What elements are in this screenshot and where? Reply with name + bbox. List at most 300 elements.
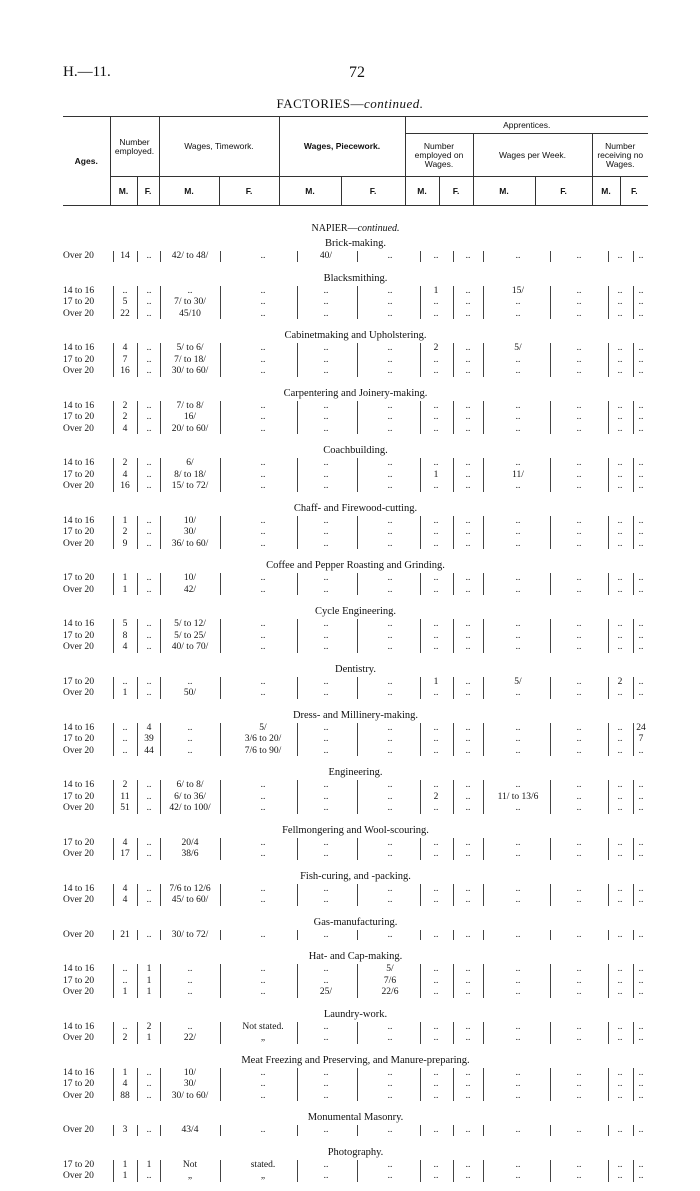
column-rule <box>137 677 138 699</box>
cell-employed-m: 11 <box>120 791 130 802</box>
cell-appr-wages-m: .. <box>515 975 521 986</box>
section-title: Coffee and Pepper Roasting and Grinding. <box>266 560 445 571</box>
cell-appr-wages-m: .. <box>515 745 521 756</box>
cell-appr-nowages-m: .. <box>617 1021 623 1032</box>
cell-piecework-m: .. <box>323 883 329 894</box>
cell-appr-nowages-m: .. <box>617 619 623 629</box>
cell-timework-f: .. <box>260 987 266 997</box>
cell-age: 14 to 16 <box>63 400 95 411</box>
cell-appr-wages-f: .. <box>576 538 582 549</box>
table-row <box>63 642 648 654</box>
cell-timework-m: 45/10 <box>179 308 201 319</box>
cell-appr-employed-m: .. <box>433 688 439 698</box>
table-row <box>63 539 648 551</box>
cell-appr-wages-m: .. <box>515 458 521 468</box>
cell-employed-m: 4 <box>122 1079 128 1089</box>
cell-appr-wages-f: .. <box>576 400 582 411</box>
column-rule <box>357 1160 358 1182</box>
column-rule <box>420 1068 421 1102</box>
cell-appr-nowages-m: .. <box>617 366 623 376</box>
cell-appr-wages-f: .. <box>576 573 582 583</box>
cell-employed-m: 17 <box>120 849 130 859</box>
header-appr-wages-week: Wages per Week. <box>473 134 592 177</box>
cell-appr-employed-f: .. <box>465 285 471 296</box>
cell-employed-m: 1 <box>122 573 128 583</box>
cell-timework-m: 5/ to 12/ <box>174 619 206 629</box>
cell-appr-employed-f: .. <box>465 1021 471 1032</box>
cell-appr-employed-f: .. <box>465 803 471 813</box>
column-rule <box>633 401 634 435</box>
cell-age: Over 20 <box>63 1090 94 1101</box>
column-rule <box>297 619 298 653</box>
cell-age: 14 to 16 <box>63 515 95 526</box>
cell-timework-m: 45/ to 60/ <box>171 895 209 905</box>
column-rule <box>220 573 221 595</box>
column-rule <box>550 884 551 906</box>
cell-appr-employed-f: .. <box>465 297 471 307</box>
cell-appr-wages-f: .. <box>576 423 582 434</box>
cell-appr-nowages-f: .. <box>638 573 644 583</box>
cell-piecework-f: .. <box>387 297 393 307</box>
column-rule <box>113 723 114 757</box>
cell-age: Over 20 <box>63 538 94 549</box>
section-title: Photography. <box>327 1146 384 1158</box>
section-title: Engineering. <box>328 767 383 778</box>
column-rule <box>608 573 609 595</box>
column-rule <box>453 401 454 435</box>
cell-employed-m: 1 <box>122 1171 128 1181</box>
cell-age: Over 20 <box>63 366 94 376</box>
cell-timework-f: .. <box>260 343 266 353</box>
section-title: Hat- and Cap-making. <box>308 951 403 962</box>
cell-timework-m: .. <box>187 964 193 974</box>
cell-employed-m: 1 <box>122 987 128 997</box>
cell-age: 17 to 20 <box>63 527 95 537</box>
cell-piecework-f: .. <box>387 780 393 790</box>
table-row <box>63 412 648 424</box>
cell-appr-employed-f: .. <box>465 722 471 733</box>
cell-piecework-m: .. <box>323 722 329 733</box>
section-title: Brick-making. <box>325 238 386 249</box>
column-rule <box>297 286 298 320</box>
section-title: Laundry-work. <box>323 1008 388 1020</box>
column-rule <box>220 343 221 377</box>
column-rule <box>420 343 421 377</box>
cell-age: Over 20 <box>63 895 94 905</box>
column-rule <box>633 516 634 550</box>
column-rule <box>453 884 454 906</box>
table-row <box>63 849 648 861</box>
column-rule <box>420 780 421 814</box>
cell-piecework-m: .. <box>323 527 329 537</box>
cell-appr-wages-m: .. <box>515 400 521 411</box>
cell-appr-wages-m: .. <box>515 642 521 652</box>
cell-appr-nowages-m: .. <box>617 895 623 905</box>
column-rule <box>160 1160 161 1182</box>
column-rule <box>420 458 421 492</box>
cell-appr-employed-f: .. <box>465 630 471 641</box>
section-title: Cabinetmaking and Upholstering. <box>284 330 427 341</box>
cell-piecework-m: .. <box>323 745 329 756</box>
column-rule <box>220 930 221 941</box>
section <box>63 708 648 766</box>
column-rule <box>160 838 161 860</box>
column-rule <box>483 458 484 492</box>
column-rule <box>453 619 454 653</box>
cell-appr-wages-f: .. <box>576 964 582 974</box>
cell-piecework-f: .. <box>387 688 393 698</box>
cell-timework-m: 30/ to 60/ <box>171 366 209 376</box>
cell-piecework-m: .. <box>323 688 329 698</box>
table-row <box>63 964 648 976</box>
cell-timework-f: .. <box>260 929 266 940</box>
column-rule <box>633 1068 634 1102</box>
cell-employed-f: 4 <box>146 722 152 733</box>
column-rule <box>220 780 221 814</box>
cell-timework-f: .. <box>260 515 266 526</box>
header-ages: Ages. <box>63 117 110 206</box>
column-rule <box>550 780 551 814</box>
cell-piecework-m: .. <box>323 515 329 526</box>
cell-appr-wages-m: 11/ to 13/6 <box>497 791 539 802</box>
cell-appr-wages-f: .. <box>576 458 582 468</box>
cell-appr-wages-f: .. <box>576 343 582 353</box>
cell-employed-f: .. <box>146 527 152 537</box>
column-rule <box>160 1068 161 1102</box>
cell-appr-nowages-m: .. <box>617 883 623 894</box>
header-m: M. <box>159 177 219 206</box>
header-m: M. <box>405 177 439 206</box>
cell-appr-wages-f: .. <box>576 883 582 894</box>
column-rule <box>483 516 484 550</box>
cell-piecework-m: .. <box>323 964 329 974</box>
cell-appr-nowages-f: .. <box>638 837 644 848</box>
cell-piecework-m: .. <box>323 1079 329 1089</box>
cell-appr-nowages-m: .. <box>617 515 623 526</box>
cell-appr-wages-f: .. <box>576 676 582 687</box>
column-rule <box>420 516 421 550</box>
column-rule <box>550 458 551 492</box>
cell-piecework-f: .. <box>387 837 393 848</box>
column-rule <box>608 1022 609 1044</box>
column-rule <box>633 286 634 320</box>
cell-employed-m: 2 <box>122 1033 128 1043</box>
column-rule <box>297 251 298 262</box>
cell-piecework-f: .. <box>387 895 393 905</box>
cell-appr-wages-m: .. <box>515 722 521 733</box>
cell-piecework-m: .. <box>323 1171 329 1181</box>
cell-appr-wages-f: .. <box>576 722 582 733</box>
cell-timework-m: 7/6 to 12/6 <box>169 883 211 894</box>
section-title: Blacksmithing. <box>323 272 388 284</box>
cell-appr-employed-m: .. <box>433 251 439 261</box>
cell-employed-f: .. <box>146 619 152 629</box>
column-rule <box>220 1068 221 1102</box>
cell-timework-m: 42/ to 100/ <box>169 803 211 813</box>
cell-timework-m: 42/ <box>183 584 197 595</box>
cell-employed-m: 14 <box>120 251 130 261</box>
column-rule <box>220 838 221 860</box>
header-f: F. <box>535 177 592 206</box>
cell-piecework-m: .. <box>323 584 329 595</box>
cell-appr-wages-m: 5/ <box>514 343 522 353</box>
column-rule <box>137 780 138 814</box>
cell-employed-m: 4 <box>122 423 128 434</box>
cell-appr-wages-f: .. <box>576 285 582 296</box>
cell-appr-employed-m: .. <box>433 400 439 411</box>
section <box>63 328 648 386</box>
table-row <box>63 838 648 850</box>
cell-appr-nowages-m: .. <box>617 975 623 986</box>
cell-employed-m: .. <box>122 722 128 733</box>
cell-appr-nowages-f: .. <box>638 975 644 986</box>
column-rule <box>297 401 298 435</box>
cell-timework-f: .. <box>260 308 266 319</box>
cell-appr-wages-m: .. <box>515 1090 521 1101</box>
column-rule <box>160 619 161 653</box>
cell-appr-employed-f: .. <box>465 837 471 848</box>
header-appr-no-wages: Number receiving no Wages. <box>592 134 648 177</box>
cell-employed-f: .. <box>146 584 152 595</box>
section <box>63 869 648 915</box>
cell-appr-nowages-m: .. <box>617 458 623 468</box>
table-row <box>63 470 648 482</box>
cell-appr-employed-f: .. <box>465 400 471 411</box>
column-rule <box>220 677 221 699</box>
table-row <box>63 619 648 631</box>
cell-employed-f: .. <box>146 481 152 491</box>
cell-employed-m: 22 <box>120 308 130 319</box>
column-rule <box>483 1068 484 1102</box>
column-rule <box>357 677 358 699</box>
cell-employed-f: .. <box>146 630 152 641</box>
cell-timework-f: 3/6 to 20/ <box>244 734 282 744</box>
column-rule <box>160 251 161 262</box>
column-rule <box>137 286 138 320</box>
cell-timework-m: 16/ <box>183 412 197 422</box>
section <box>63 501 648 559</box>
cell-timework-m: 15/ to 72/ <box>171 481 209 491</box>
cell-appr-employed-f: .. <box>465 343 471 353</box>
table-row <box>63 1079 648 1091</box>
cell-timework-f: .. <box>260 297 266 307</box>
cell-appr-wages-f: .. <box>576 780 582 790</box>
column-rule <box>633 964 634 998</box>
cell-appr-wages-f: .. <box>576 527 582 537</box>
cell-appr-employed-m: .. <box>433 619 439 629</box>
cell-appr-employed-m: 2 <box>433 343 439 353</box>
cell-appr-wages-f: .. <box>576 688 582 698</box>
cell-employed-f: .. <box>146 929 152 940</box>
cell-piecework-f: .. <box>387 883 393 894</box>
cell-appr-wages-m: .. <box>515 481 521 491</box>
cell-age: 17 to 20 <box>63 1159 95 1170</box>
cell-appr-wages-f: .. <box>576 745 582 756</box>
column-rule <box>160 286 161 320</box>
column-rule <box>357 619 358 653</box>
column-rule <box>608 884 609 906</box>
cell-piecework-f: .. <box>387 481 393 491</box>
cell-piecework-m: .. <box>323 676 329 687</box>
column-rule <box>550 401 551 435</box>
column-rule <box>550 619 551 653</box>
cell-appr-nowages-m: .. <box>617 630 623 641</box>
column-rule <box>220 286 221 320</box>
cell-piecework-f: .. <box>387 1067 393 1078</box>
cell-appr-employed-f: .. <box>465 308 471 319</box>
column-rule <box>220 401 221 435</box>
cell-appr-wages-m: .. <box>515 573 521 583</box>
cell-appr-employed-f: .. <box>465 366 471 376</box>
cell-piecework-m: .. <box>323 1125 329 1135</box>
cell-appr-wages-f: .. <box>576 895 582 905</box>
cell-appr-employed-m: .. <box>433 745 439 756</box>
column-rule <box>550 964 551 998</box>
table-row <box>63 688 648 700</box>
cell-age: 14 to 16 <box>63 1021 95 1032</box>
cell-appr-nowages-f: .. <box>638 791 644 802</box>
cell-piecework-f: .. <box>387 1171 393 1181</box>
cell-appr-wages-f: .. <box>576 1021 582 1032</box>
column-rule <box>420 677 421 699</box>
cell-age: Over 20 <box>63 1033 94 1043</box>
cell-appr-nowages-f: .. <box>638 354 644 365</box>
cell-employed-f: .. <box>146 412 152 422</box>
column-rule <box>453 780 454 814</box>
header-appr-number-employed: Number employed on Wages. <box>405 134 473 177</box>
cell-age: 14 to 16 <box>63 1067 95 1078</box>
column-rule <box>113 619 114 653</box>
cell-appr-nowages-f: .. <box>638 1033 644 1043</box>
cell-appr-nowages-m: .. <box>617 803 623 813</box>
cell-employed-m: 4 <box>122 895 128 905</box>
cell-appr-employed-m: 1 <box>433 469 439 480</box>
cell-age: Over 20 <box>63 308 94 319</box>
table-row <box>63 780 648 792</box>
cell-employed-m: .. <box>122 745 128 756</box>
cell-timework-m: 10/ <box>183 573 197 583</box>
column-rule <box>357 573 358 595</box>
column-rule <box>608 1068 609 1102</box>
column-rule <box>633 723 634 757</box>
cell-timework-f: .. <box>260 423 266 434</box>
column-rule <box>113 780 114 814</box>
cell-age: 17 to 20 <box>63 837 95 848</box>
cell-employed-f: .. <box>146 297 152 307</box>
table-body <box>63 222 648 1191</box>
column-rule <box>453 1022 454 1044</box>
cell-appr-employed-m: .. <box>433 722 439 733</box>
column-rule <box>137 838 138 860</box>
cell-appr-nowages-f: .. <box>638 745 644 756</box>
cell-employed-f: .. <box>146 400 152 411</box>
header-m: M. <box>279 177 341 206</box>
column-rule <box>608 286 609 320</box>
cell-appr-wages-m: .. <box>515 297 521 307</box>
cell-age: Over 20 <box>63 481 94 491</box>
table-row <box>63 631 648 643</box>
cell-appr-employed-f: .. <box>465 929 471 940</box>
cell-employed-f: .. <box>146 791 152 802</box>
cell-piecework-m: .. <box>323 1021 329 1032</box>
cell-timework-m: 40/ to 70/ <box>171 642 209 652</box>
cell-appr-wages-m: .. <box>515 1125 521 1135</box>
cell-piecework-f: .. <box>387 745 393 756</box>
cell-piecework-f: .. <box>387 1033 393 1043</box>
column-rule <box>160 884 161 906</box>
column-rule <box>113 401 114 435</box>
cell-appr-wages-f: .. <box>576 1125 582 1135</box>
column-rule <box>420 619 421 653</box>
column-rule <box>220 964 221 998</box>
cell-appr-employed-m: .. <box>433 515 439 526</box>
cell-appr-nowages-m: .. <box>617 734 623 744</box>
cell-piecework-m: .. <box>323 469 329 480</box>
cell-piecework-m: .. <box>323 538 329 549</box>
table-row <box>63 343 648 355</box>
cell-appr-wages-m: 5/ <box>514 676 522 687</box>
cell-timework-m: 10/ <box>183 1067 197 1078</box>
cell-appr-employed-m: .. <box>433 883 439 894</box>
column-rule <box>113 884 114 906</box>
cell-employed-m: 4 <box>122 343 128 353</box>
column-rule <box>483 677 484 699</box>
cell-timework-m: 20/4 <box>181 837 199 848</box>
cell-appr-employed-f: .. <box>465 975 471 986</box>
column-rule <box>220 516 221 550</box>
column-rule <box>357 1125 358 1136</box>
cell-appr-wages-m: .. <box>515 308 521 319</box>
cell-appr-wages-f: .. <box>576 1079 582 1089</box>
column-rule <box>483 780 484 814</box>
cell-timework-f: .. <box>260 619 266 629</box>
cell-age: Over 20 <box>63 642 94 652</box>
column-rule <box>608 780 609 814</box>
cell-timework-m: 5/ to 25/ <box>174 630 206 641</box>
column-rule <box>633 780 634 814</box>
column-rule <box>420 286 421 320</box>
cell-appr-nowages-m: .. <box>617 929 623 940</box>
cell-piecework-m: 40/ <box>319 251 333 261</box>
cell-employed-f: .. <box>146 688 152 698</box>
cell-piecework-f: .. <box>387 1125 393 1135</box>
cell-appr-wages-f: .. <box>576 987 582 997</box>
cell-piecework-f: .. <box>387 458 393 468</box>
cell-appr-nowages-m: .. <box>617 780 623 790</box>
cell-piecework-m: .. <box>323 354 329 365</box>
column-rule <box>608 838 609 860</box>
cell-timework-m: .. <box>187 1021 193 1032</box>
column-rule <box>453 516 454 550</box>
cell-employed-m: 1 <box>122 1067 128 1078</box>
column-rule <box>220 1125 221 1136</box>
cell-piecework-f: .. <box>387 734 393 744</box>
cell-timework-f: .. <box>260 975 266 986</box>
cell-appr-nowages-m: .. <box>617 423 623 434</box>
column-rule <box>297 780 298 814</box>
cell-piecework-f: .. <box>387 849 393 859</box>
column-rule <box>483 964 484 998</box>
cell-appr-employed-f: .. <box>465 883 471 894</box>
section <box>63 1007 648 1053</box>
column-rule <box>420 1160 421 1182</box>
column-rule <box>608 619 609 653</box>
cell-appr-employed-f: .. <box>465 538 471 549</box>
cell-timework-m: 50/ <box>183 688 197 698</box>
cell-appr-employed-f: .. <box>465 780 471 790</box>
cell-appr-nowages-m: .. <box>617 722 623 733</box>
cell-age: 14 to 16 <box>63 722 95 733</box>
